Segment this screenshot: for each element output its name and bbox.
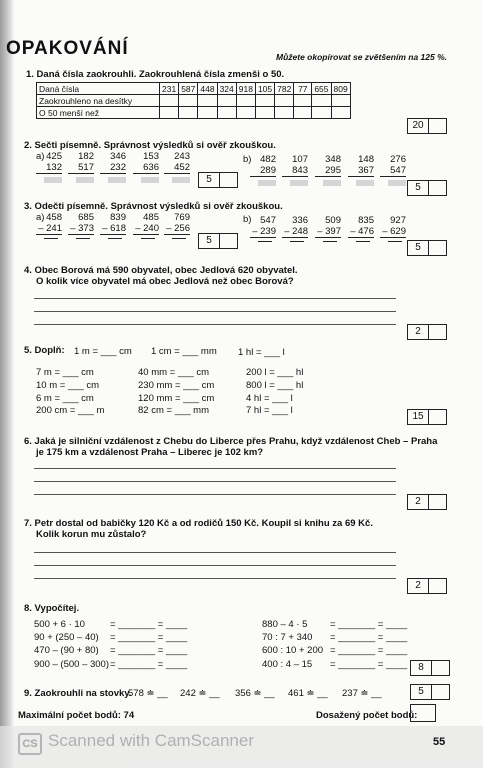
result-blank[interactable]: [290, 180, 308, 186]
points-value: 5: [199, 234, 220, 248]
answer-cell[interactable]: [331, 107, 350, 119]
operand-bottom: – 256: [164, 223, 190, 235]
answer-cell[interactable]: [275, 107, 294, 119]
ex6-line2: je 175 km a vzdálenost Praha – Liberec je 102 km?: [36, 447, 264, 458]
answer-cell[interactable]: [179, 107, 198, 119]
expression: 900 – (500 – 300): [34, 659, 110, 670]
max-points: Maximální počet bodů: 74: [18, 710, 135, 721]
table-cell: 918: [236, 83, 255, 95]
points-box: [407, 324, 447, 340]
points-box: [410, 684, 450, 700]
answer-line[interactable]: [34, 298, 396, 299]
operand-top: 769: [174, 212, 190, 223]
row-label: Zaokrouhleno na desítky: [37, 95, 160, 107]
expression: 400 : 4 – 15: [262, 659, 313, 670]
answer-cell[interactable]: [236, 107, 255, 119]
ex4-line1: 4. Obec Borová má 590 obyvatel, obec Jedlová 620 obyvatel.: [24, 265, 298, 276]
answer-cell[interactable]: [331, 95, 350, 107]
operand-top: 243: [174, 151, 190, 162]
answer-cell[interactable]: [275, 95, 294, 107]
expression: 600 : 10 + 200: [262, 645, 324, 656]
operand-bottom: – 373: [68, 223, 94, 235]
rounding-item: 356 ≐ __: [235, 688, 275, 699]
answer-line[interactable]: [34, 311, 396, 312]
operand-bottom: – 397: [315, 226, 341, 238]
points-box: [407, 578, 447, 594]
answer-blank[interactable]: = _______ = ____: [110, 619, 188, 630]
ex7-line2: Kolik korun mu zůstalo?: [36, 529, 147, 540]
result-blank[interactable]: [76, 177, 94, 183]
result-blank[interactable]: [141, 177, 159, 183]
operand-bottom: 517: [68, 162, 94, 174]
operand-top: 458: [46, 212, 62, 223]
result-blank[interactable]: [388, 180, 406, 186]
answer-line[interactable]: [34, 578, 396, 579]
points-value: 15: [408, 410, 429, 424]
achieved-points-box[interactable]: [410, 704, 436, 722]
answer-cell[interactable]: [217, 107, 236, 119]
answer-blank[interactable]: = _______ = ____: [330, 619, 408, 630]
operand-top: 346: [110, 151, 126, 162]
conversion: 1 m = ___ cm: [74, 346, 132, 357]
result-blank[interactable]: [76, 238, 90, 239]
expression: 880 – 4 · 5: [262, 619, 308, 630]
operand-top: 485: [143, 212, 159, 223]
ex4-line2: O kolik více obyvatel má obec Jedlová než obec Borová?: [36, 276, 294, 287]
conversion: 200 cm = ___ m: [36, 405, 105, 416]
points-value: 5: [199, 173, 220, 187]
operand-bottom: 132: [36, 162, 62, 174]
conversion: 7 hl = ___ l: [246, 405, 293, 416]
points-value: 2: [408, 495, 429, 509]
answer-blank[interactable]: = _______ = ____: [110, 645, 188, 656]
answer-line[interactable]: [34, 565, 396, 566]
conversion: 1 cm = ___ mm: [151, 346, 217, 357]
expression: 500 + 6 · 10: [34, 619, 85, 630]
result-blank[interactable]: [290, 241, 304, 242]
points-box: [407, 180, 447, 196]
rounding-item: 237 ≐ __: [342, 688, 382, 699]
table-row: [37, 83, 351, 95]
answer-line[interactable]: [34, 468, 396, 469]
table-cell: 448: [198, 83, 217, 95]
answer-cell[interactable]: [294, 107, 312, 119]
operand-bottom: – 618: [100, 223, 126, 235]
answer-cell[interactable]: [312, 95, 331, 107]
operand-bottom: – 629: [380, 226, 406, 238]
answer-cell[interactable]: [160, 95, 179, 107]
rounding-item: 578 ≐ __: [128, 688, 168, 699]
ex1-text: 1. Daná čísla zaokrouhli. Zaokrouhlená čísla zmenši o 50.: [26, 69, 285, 80]
points-value: 2: [408, 579, 429, 593]
answer-line[interactable]: [34, 552, 396, 553]
result-blank[interactable]: [356, 180, 374, 186]
result-blank[interactable]: [258, 180, 276, 186]
ex3-text: 3. Odečti písemně. Správnost výsledků si ověř zkouškou.: [24, 201, 283, 212]
book-spine-shadow: [0, 0, 14, 768]
answer-line[interactable]: [34, 324, 396, 325]
operand-top: 839: [110, 212, 126, 223]
answer-line[interactable]: [34, 494, 396, 495]
result-blank[interactable]: [108, 177, 126, 183]
operand-bottom: 452: [164, 162, 190, 174]
row-label: O 50 menší než: [37, 107, 160, 119]
points-value: 20: [408, 119, 429, 133]
points-box: [407, 409, 447, 425]
conversion: 120 mm = ___ cm: [138, 393, 215, 404]
table-cell: 324: [217, 83, 236, 95]
conversion: 7 m = ___ cm: [36, 367, 94, 378]
ex3-b-label: b): [243, 214, 252, 225]
answer-cell[interactable]: [198, 107, 217, 119]
points-box: [198, 233, 238, 249]
operand-top: 927: [390, 215, 406, 226]
row-label: Daná čísla: [37, 83, 160, 95]
expression: 70 : 7 + 340: [262, 632, 313, 643]
conversion: 4 hl = ___ l: [246, 393, 293, 404]
ex2-a-label: a): [36, 151, 45, 162]
result-blank[interactable]: [388, 241, 402, 242]
conversion: 800 l = ___ hl: [246, 380, 304, 391]
points-box: [407, 494, 447, 510]
result-blank[interactable]: [44, 238, 58, 239]
table-cell: 587: [179, 83, 198, 95]
conversion: 200 l = ___ hl: [246, 367, 304, 378]
ex7-line1: 7. Petr dostal od babičky 120 Kč a od rodičů 150 Kč. Koupil si knihu za 69 Kč.: [24, 518, 373, 529]
conversion: 1 hl = ___ l: [238, 347, 285, 358]
answer-blank[interactable]: = _______ = ____: [110, 659, 188, 670]
result-blank[interactable]: [323, 180, 341, 186]
ex5-label: 5. Doplň:: [24, 345, 65, 356]
result-blank[interactable]: [44, 177, 62, 183]
points-box: [407, 240, 447, 256]
result-blank[interactable]: [172, 177, 190, 183]
operand-top: 547: [260, 215, 276, 226]
page-title: OPAKOVÁNÍ: [6, 38, 129, 59]
points-box: [410, 660, 450, 676]
operand-bottom: 636: [133, 162, 159, 174]
operand-top: 835: [358, 215, 374, 226]
answer-cell[interactable]: [160, 107, 179, 119]
operand-top: 685: [78, 212, 94, 223]
operand-bottom: 232: [100, 162, 126, 174]
operand-top: 182: [78, 151, 94, 162]
expression: 90 + (250 – 40): [34, 632, 99, 643]
table-cell: 105: [255, 83, 274, 95]
operand-top: 148: [358, 154, 374, 165]
operand-top: 276: [390, 154, 406, 165]
result-blank[interactable]: [172, 238, 186, 239]
points-value: 5: [411, 685, 432, 699]
camscanner-logo-icon: CS: [18, 733, 42, 755]
result-blank[interactable]: [108, 238, 122, 239]
conversion: 6 m = ___ cm: [36, 393, 94, 404]
points-value: 2: [408, 325, 429, 339]
ex2-text: 2. Sečti písemně. Správnost výsledků si ověř zkouškou.: [24, 140, 276, 151]
rounding-table: [36, 82, 351, 119]
conversion: 10 m = ___ cm: [36, 380, 100, 391]
operand-bottom: – 240: [133, 223, 159, 235]
rounding-item: 461 ≐ __: [288, 688, 328, 699]
answer-blank[interactable]: = _______ = ____: [330, 632, 408, 643]
answer-cell[interactable]: [236, 95, 255, 107]
answer-cell[interactable]: [198, 95, 217, 107]
points-value: 5: [408, 181, 429, 195]
table-cell: 77: [294, 83, 312, 95]
table-cell: 782: [275, 83, 294, 95]
ex9-label: 9. Zaokrouhli na stovky.: [24, 688, 132, 699]
operand-top: 509: [325, 215, 341, 226]
answer-line[interactable]: [34, 481, 396, 482]
points-box: [198, 172, 238, 188]
table-row: [37, 95, 351, 107]
answer-blank[interactable]: = _______ = ____: [110, 632, 188, 643]
operand-top: 482: [260, 154, 276, 165]
operand-top: 425: [46, 151, 62, 162]
page-number: 55: [433, 736, 446, 748]
operand-bottom: 289: [250, 165, 276, 177]
operand-top: 336: [292, 215, 308, 226]
points-box: [407, 118, 447, 134]
result-blank[interactable]: [323, 241, 337, 242]
operand-bottom: 843: [282, 165, 308, 177]
result-blank[interactable]: [356, 241, 370, 242]
operand-bottom: – 476: [348, 226, 374, 238]
answer-blank[interactable]: = _______ = ____: [330, 645, 408, 656]
table-row: [37, 107, 351, 119]
result-blank[interactable]: [258, 241, 272, 242]
answer-cell[interactable]: [294, 95, 312, 107]
points-value: 5: [408, 241, 429, 255]
conversion: 230 mm = ___ cm: [138, 380, 215, 391]
rounding-item: 242 ≐ __: [180, 688, 220, 699]
operand-top: 107: [292, 154, 308, 165]
conversion: 40 mm = ___ cm: [138, 367, 210, 378]
operand-bottom: 367: [348, 165, 374, 177]
operand-top: 153: [143, 151, 159, 162]
answer-cell[interactable]: [255, 95, 274, 107]
ex3-a-label: a): [36, 212, 45, 223]
points-value: 8: [411, 661, 432, 675]
operand-bottom: – 248: [282, 226, 308, 238]
operand-bottom: – 241: [36, 223, 62, 235]
achieved-points-label: Dosažený počet bodů:: [316, 710, 418, 721]
answer-cell[interactable]: [255, 107, 274, 119]
operand-bottom: 295: [315, 165, 341, 177]
table-cell: 231: [160, 83, 179, 95]
expression: 470 – (90 + 80): [34, 645, 99, 656]
operand-top: 348: [325, 154, 341, 165]
ex8-label: 8. Vypočítej.: [24, 603, 80, 614]
answer-cell[interactable]: [179, 95, 198, 107]
table-cell: 655: [312, 83, 331, 95]
copy-note: Můžete okopírovat se zvětšením na 125 %.: [276, 52, 448, 62]
operand-bottom: 547: [380, 165, 406, 177]
answer-cell[interactable]: [312, 107, 331, 119]
table-cell: 809: [331, 83, 350, 95]
ex6-line1: 6. Jaká je silniční vzdálenost z Chebu do Liberce přes Prahu, když vzdálenost Cheb – Praha: [24, 436, 438, 447]
answer-blank[interactable]: = _______ = ____: [330, 659, 408, 670]
operand-bottom: – 239: [250, 226, 276, 238]
answer-cell[interactable]: [217, 95, 236, 107]
watermark-text: Scanned with CamScanner: [48, 731, 255, 750]
conversion: 82 cm = ___ mm: [138, 405, 210, 416]
ex2-b-label: b): [243, 154, 252, 165]
result-blank[interactable]: [141, 238, 155, 239]
